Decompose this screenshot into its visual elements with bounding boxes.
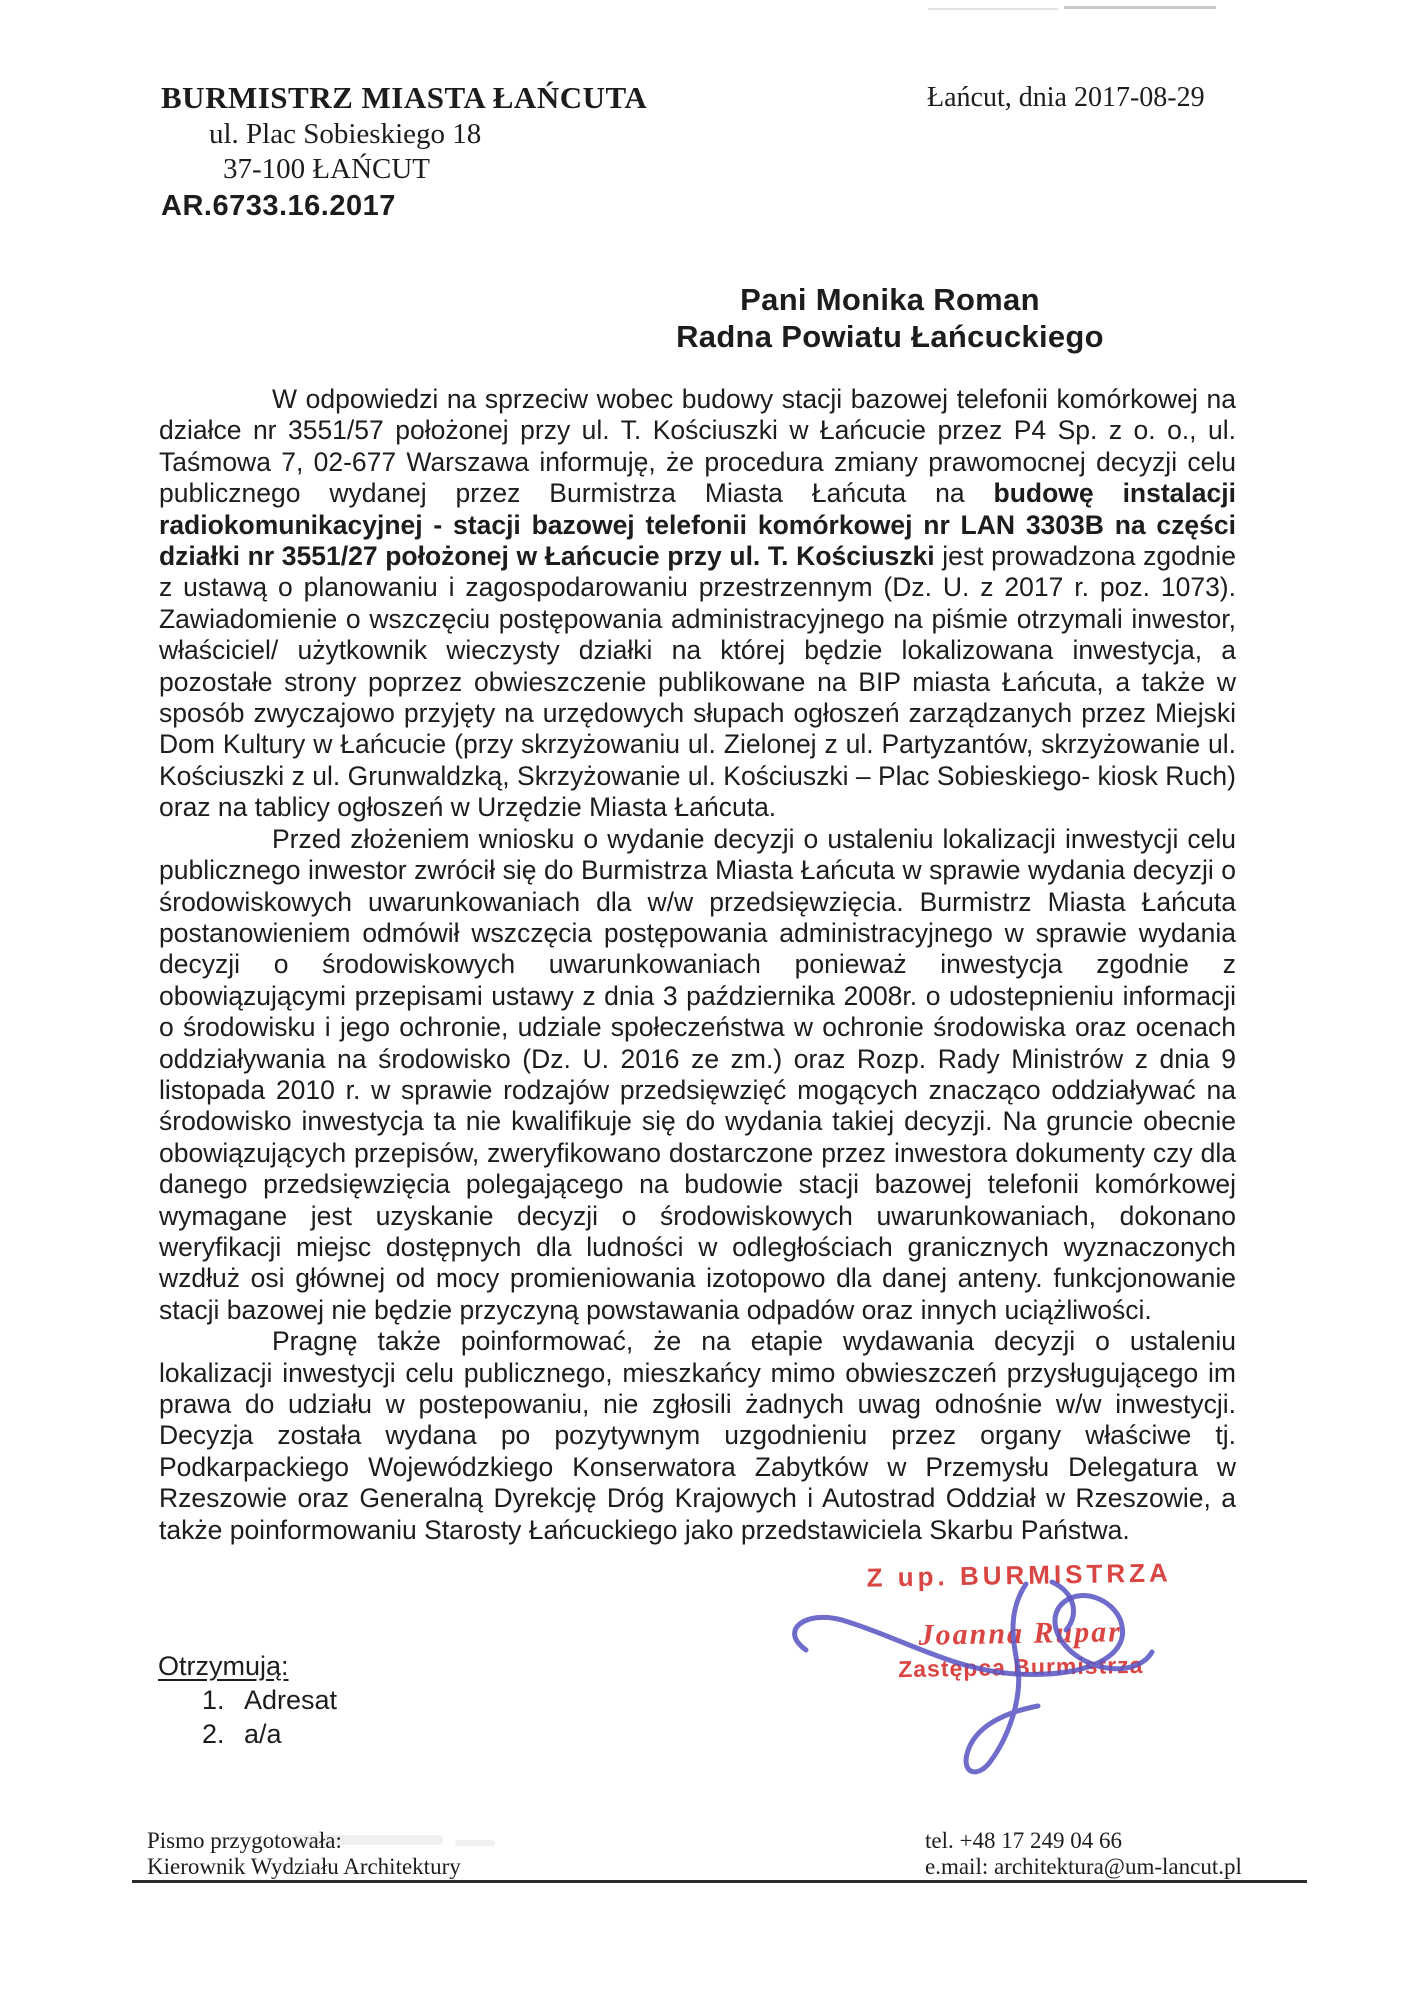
footer-phone: tel. +48 17 249 04 66 <box>925 1828 1122 1853</box>
reference-number: AR.6733.16.2017 <box>161 190 396 222</box>
scan-artifact-line <box>928 8 1058 10</box>
sender-name: BURMISTRZ MIASTA ŁAŃCUTA <box>161 80 648 115</box>
paragraph-text: Pragnę także poinformować, że na etapie wydawania decyzji o ustaleniu lokalizacji inwestycji celu publicznego, mieszkańcy mimo obwieszczeń przysługującego im prawa do udziału w postepowaniu, nie zgłosili żadnych uwag odnośnie w/w inwestycji. Decyzja została wydana po pozytywnym uzgodnieniu przez organy właściwe tj. Podkarpackiego Wojewódzkiego Konserwatora Zabytków w Przemysłu Delegatura w Rzeszowie oraz Generalną Dyrekcję Dróg Krajowych i Autostrad Oddział w Rzeszowie, a także poinformowaniu Starosty Łańcuckiego jako przedstawiciela Skarbu Państwa. <box>159 1326 1236 1545</box>
distribution-block <box>158 1652 337 1749</box>
place-and-date: Łańcut, dnia 2017-08-29 <box>927 82 1205 113</box>
addressee-block <box>560 281 1220 355</box>
sender-city: 37-100 ŁAŃCUT <box>223 153 431 185</box>
paragraph-text: Przed złożeniem wniosku o wydanie decyzji o ustaleniu lokalizacji inwestycji celu publicznego inwestor zwrócił się do Burmistrza Miasta Łańcuta w sprawie wydania decyzji o środowiskowych uwarunkowaniach dla w/w przedsięwzięcia. Burmistrz Miasta Łańcuta postanowieniem odmówił wszczęcia postępowania administracyjnego w sprawie wydania decyzji o środowiskowych uwarunkowaniach ponieważ inwestycja zgodnie z obowiązującymi przepisami ustawy z dnia 3 października 2008r. o udostepnieniu informacji o środowisku i jego ochronie, udziale społeczeństwa w ochronie środowiska oraz ocenach oddziaływania na środowisko (Dz. U. 2016 ze zm.) oraz Rozp. Rady Ministrów z dnia 9 listopada 2010 r. w sprawie rodzajów przedsięwzięć mogących znacząco oddziaływać na środowisko inwestycja ta nie kwalifikuje się do wydania takiej decyzji. Na gruncie obecnie obowiązujących przepisów, zweryfikowano dostarczone przez inwestora dokumenty czy dla danego przedsięwzięcia polegającego na budowie stacji bazowej telefonii komórkowej wymagane jest uzyskanie decyzji o środowiskowych uwarunkowaniach, dokonano weryfikacji miejsc dostępnych dla ludności w odległościach granicznych wyznaczonych wzdłuż osi głównej od mocy promieniowania izotopowo dla danej anteny. funkcjonowanie stacji bazowej nie będzie przyczyną powstawania odpadów oraz innych uciążliwości. <box>159 823 1236 1325</box>
paragraph-1 <box>159 384 1236 824</box>
distribution-item-label: a/a <box>244 1719 282 1749</box>
sender-street: ul. Plac Sobieskiego 18 <box>209 118 482 150</box>
distribution-item <box>202 1720 337 1749</box>
addressee-title: Radna Powiatu Łańcuckiego <box>676 319 1104 354</box>
distribution-item-label: Adresat <box>244 1685 338 1715</box>
stamp-signer-name: Joanna Rupar <box>918 1615 1123 1652</box>
distribution-item-number: 1. <box>202 1685 225 1715</box>
distribution-item-number: 2. <box>202 1719 225 1749</box>
prepared-by-title: Kierownik Wydziału Architektury <box>147 1854 461 1879</box>
footer-email: e.mail: architektura@um-lancut.pl <box>925 1854 1242 1879</box>
distribution-heading: Otrzymują: <box>158 1651 289 1681</box>
stamp-signer-title: Zastępca Burmistrza <box>897 1651 1144 1683</box>
prepared-by-label: Pismo przygotowała: <box>147 1828 342 1853</box>
distribution-item <box>202 1686 337 1715</box>
sender-block <box>161 82 647 221</box>
letter-body <box>159 384 1236 1546</box>
paragraph-text-bold: budowę instalacji radiokomunikacyjnej - stacji bazowej telefonii komórkowej nr LAN 3303B na części działki nr 3551/27 położonej w Łańcucie przy ul. T. Kościuszki <box>159 478 1236 572</box>
stamp-authorization: Z up. BURMISTRZA <box>866 1557 1173 1593</box>
footer-contact <box>925 1828 1242 1880</box>
footer-prepared-by <box>147 1828 461 1880</box>
scan-artifact-line <box>1064 6 1216 9</box>
paragraph-text: jest prowadzona zgodnie z ustawą o planowaniu i zagospodarowaniu przestrzennym (Dz. U. z 2017 r. poz. 1073). Zawiadomienie o wszczęciu postępowania administracyjnego na piśmie otrzymali inwestor, właściciel/ użytkownik wieczysty działki na której będzie lokalizowana inwestycja, a pozostałe strony poprzez obwieszczenie publikowane na BIP miasta Łańcuta, a także w sposób zwyczajowo przyjęty na urzędowych słupach ogłoszeń zarządzanych przez Miejski Dom Kultury w Łańcucie (przy skrzyżowaniu ul. Zielonej z ul. Partyzantów, skrzyżowanie ul. Kościuszki z ul. Grunwaldzką, Skrzyżowanie ul. Kościuszki – Plac Sobieskiego- kiosk Ruch) oraz na tablicy ogłoszeń w Urzędzie Miasta Łańcuta. <box>159 541 1236 823</box>
scan-artifact-smudge <box>455 1840 495 1846</box>
addressee-name: Pani Monika Roman <box>740 282 1040 317</box>
footer-divider <box>132 1880 1307 1883</box>
paragraph-2 <box>159 824 1236 1327</box>
paragraph-3 <box>159 1326 1236 1546</box>
handwritten-signature <box>790 1572 1170 1782</box>
paragraph-text: W odpowiedzi na sprzeciw wobec budowy stacji bazowej telefonii komórkowej na działce nr 3551/57 położonej przy ul. T. Kościuszki w Łańcucie przez P4 Sp. z o. o., ul. Taśmowa 7, 02-677 Warszawa informuję, że procedura zmiany prawomocnej decyzji celu publicznego wydanej przez Burmistrza Miasta Łańcuta na <box>159 384 1236 509</box>
